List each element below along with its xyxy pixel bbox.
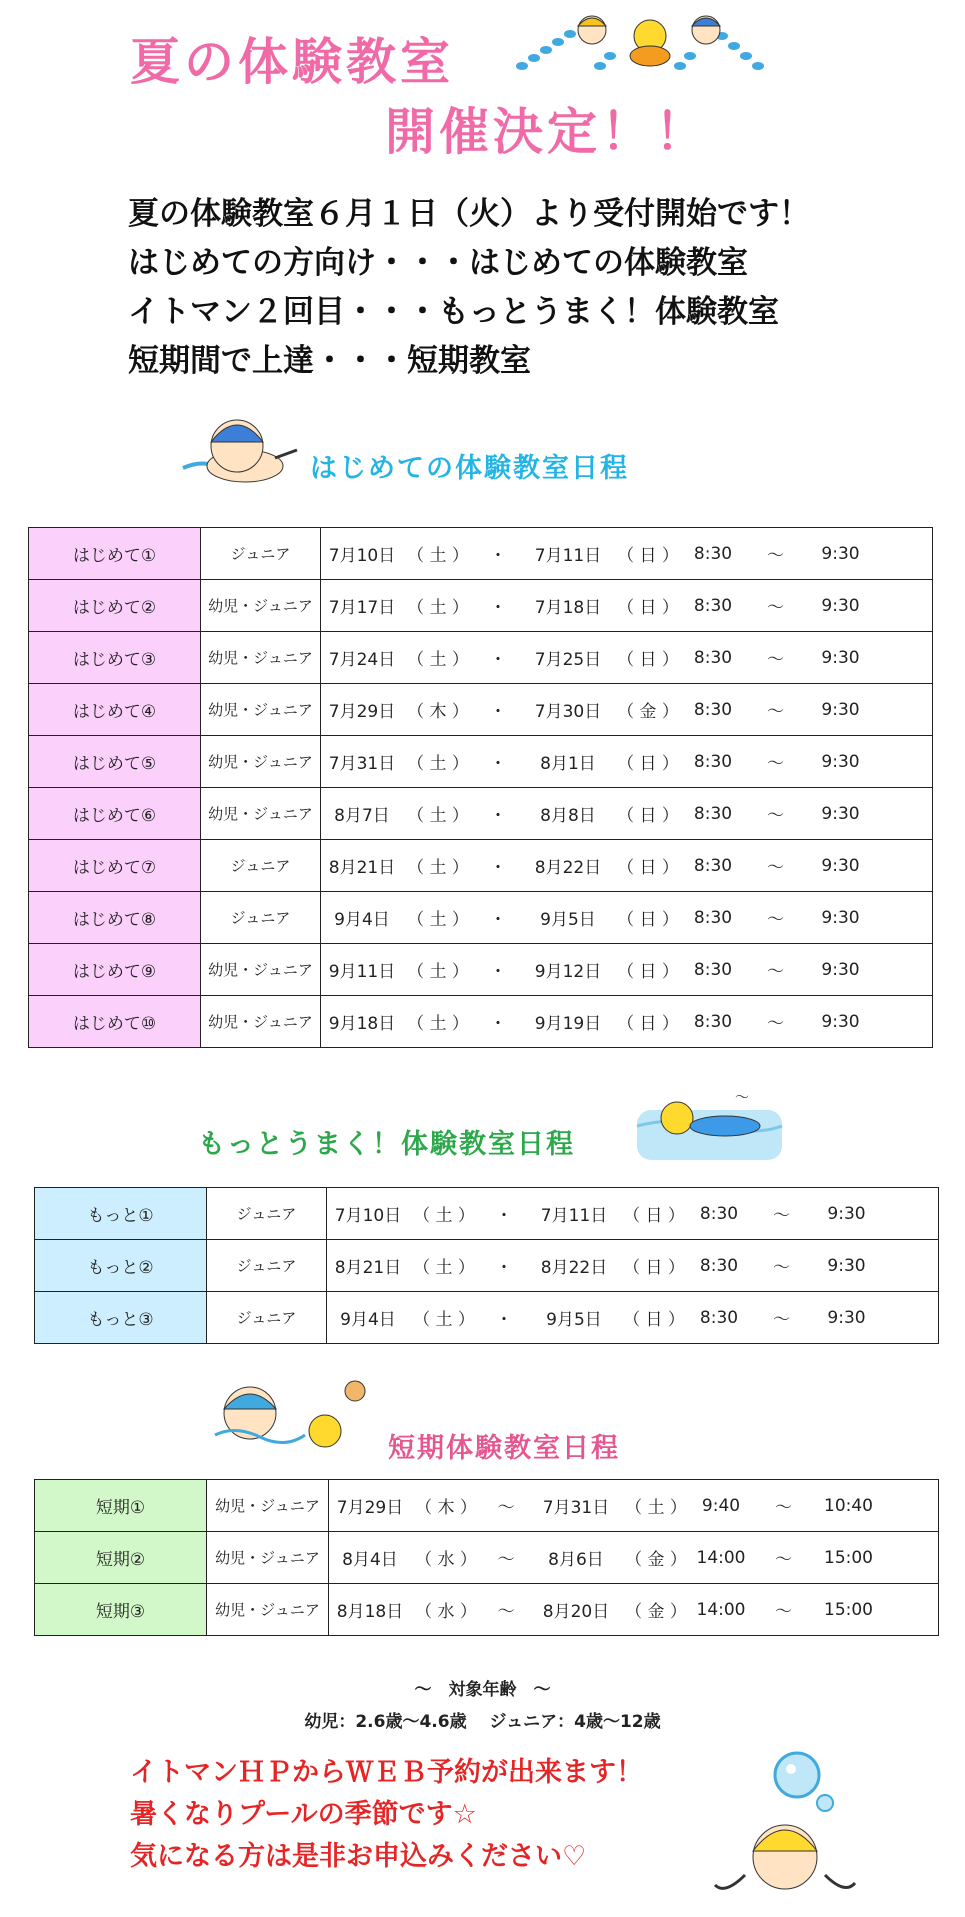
end-weekday: （ 日 ） [617,650,679,670]
start-date: 7月17日 [328,598,396,618]
target-group: ジュニア [201,528,321,580]
section-heading-motto: もっとうまく！体験教室日程 [198,1129,575,1160]
class-label: はじめて⑤ [29,736,201,788]
time-tilde: 〜 [767,546,784,566]
date-separator: ・ [489,858,507,878]
end-weekday: （ 日 ） [617,858,679,878]
start-time: 8:30 [693,959,733,980]
end-weekday: （ 金 ） [625,1550,687,1570]
time-tilde: 〜 [773,1206,790,1226]
end-time: 9:30 [821,595,860,616]
date-separator: ・ [489,702,507,722]
end-weekday: （ 日 ） [617,910,679,930]
end-weekday: （ 日 ） [623,1206,685,1226]
end-time: 10:40 [824,1495,873,1516]
class-label: はじめて⑩ [29,996,201,1048]
end-date: 8月20日 [542,1602,610,1622]
closing-line: 暑くなりプールの季節です☆ [130,1799,477,1830]
end-date: 9月12日 [534,962,602,982]
start-weekday: （ 土 ） [407,1014,469,1034]
target-group: 幼児・ジュニア [201,996,321,1048]
date-time-cell [321,892,933,944]
class-label: もっと① [35,1188,207,1240]
date-time-cell [327,1292,939,1344]
end-weekday: （ 金 ） [617,702,679,722]
end-date: 7月31日 [542,1498,610,1518]
date-separator: ・ [489,1014,507,1034]
time-tilde: 〜 [767,858,784,878]
start-time: 8:30 [693,647,733,668]
motto-schedule-table [34,1187,939,1344]
time-tilde: 〜 [773,1310,790,1330]
date-time-cell [321,580,933,632]
start-weekday: （ 木 ） [415,1498,477,1518]
class-label: はじめて④ [29,684,201,736]
date-time-cell [321,840,933,892]
boy-swimmer-illustration [175,408,300,498]
target-group: ジュニア [207,1240,327,1292]
time-tilde: 〜 [775,1498,792,1518]
kids-duck-illustration [205,1375,380,1455]
start-weekday: （ 木 ） [407,702,469,722]
page-subtitle: 開催決定！！ [385,103,709,161]
end-time: 9:30 [821,959,860,980]
start-weekday: （ 土 ） [407,650,469,670]
end-weekday: （ 日 ） [617,754,679,774]
intro-line: イトマン２回目・・・もっとうまく！体験教室 [128,294,779,330]
class-label: 短期① [35,1480,207,1532]
end-time: 9:30 [827,1307,866,1328]
date-time-cell [327,1188,939,1240]
class-label: はじめて⑧ [29,892,201,944]
date-time-cell [321,736,933,788]
end-time: 9:30 [827,1255,866,1276]
target-group: ジュニア [207,1188,327,1240]
target-group: ジュニア [201,892,321,944]
target-group: 幼児・ジュニア [201,684,321,736]
date-separator: 〜 [497,1602,515,1622]
section-heading-tanki: 短期体験教室日程 [388,1433,620,1464]
date-separator: ・ [489,910,507,930]
start-weekday: （ 土 ） [407,806,469,826]
start-date: 9月4日 [334,910,390,930]
date-separator: 〜 [497,1550,515,1570]
end-time: 9:30 [821,751,860,772]
start-date: 8月4日 [342,1550,398,1570]
date-time-cell [329,1532,939,1584]
target-group: 幼児・ジュニア [201,632,321,684]
age-detail: 幼児：2.6歳〜4.6歳 ジュニア：4歳〜12歳 [304,1712,661,1732]
class-label: はじめて② [29,580,201,632]
date-time-cell [321,944,933,996]
start-time: 8:30 [699,1203,739,1224]
start-time: 8:30 [693,907,733,928]
start-time: 8:30 [699,1307,739,1328]
intro-line: 短期間で上達・・・短期教室 [128,343,531,379]
end-time: 9:30 [821,907,860,928]
schedule-row [29,788,933,840]
date-separator: ・ [489,754,507,774]
end-date: 9月5日 [546,1310,602,1330]
time-tilde: 〜 [767,702,784,722]
end-time: 9:30 [821,543,860,564]
schedule-row [29,840,933,892]
schedule-row [29,684,933,736]
date-time-cell [321,996,933,1048]
end-date: 7月18日 [534,598,602,618]
start-time: 8:30 [693,855,733,876]
end-date: 7月30日 [534,702,602,722]
end-date: 8月22日 [540,1258,608,1278]
time-tilde: 〜 [767,962,784,982]
schedule-row [35,1292,939,1344]
schedule-row [29,580,933,632]
start-weekday: （ 土 ） [413,1310,475,1330]
time-tilde: 〜 [775,1550,792,1570]
target-group: 幼児・ジュニア [207,1584,329,1636]
date-separator: ・ [495,1206,513,1226]
start-time: 8:30 [693,1011,733,1032]
closing-message [130,1752,643,1878]
start-time: 8:30 [693,751,733,772]
end-weekday: （ 日 ） [617,546,679,566]
target-group: ジュニア [207,1292,327,1344]
start-date: 8月7日 [334,806,390,826]
page-title: 夏の体験教室 [130,33,454,91]
start-weekday: （ 水 ） [415,1550,477,1570]
start-time: 8:30 [693,595,733,616]
end-weekday: （ 土 ） [625,1498,687,1518]
intro-line: はじめての方向け・・・はじめての体験教室 [128,245,748,281]
start-weekday: （ 土 ） [407,962,469,982]
start-weekday: （ 土 ） [407,546,469,566]
start-date: 7月29日 [336,1498,404,1518]
girl-swimmer-illustration [705,1745,865,1905]
start-date: 8月21日 [328,858,396,878]
time-tilde: 〜 [773,1258,790,1278]
time-tilde: 〜 [767,806,784,826]
end-date: 7月25日 [534,650,602,670]
date-separator: ・ [489,650,507,670]
target-group: ジュニア [201,840,321,892]
start-date: 7月29日 [328,702,396,722]
target-group: 幼児・ジュニア [207,1532,329,1584]
class-label: はじめて③ [29,632,201,684]
class-label: はじめて① [29,528,201,580]
start-weekday: （ 土 ） [407,598,469,618]
end-date: 8月1日 [540,754,596,774]
end-time: 9:30 [821,647,860,668]
end-date: 9月5日 [540,910,596,930]
end-date: 8月8日 [540,806,596,826]
class-label: もっと② [35,1240,207,1292]
schedule-row [29,528,933,580]
date-separator: ・ [495,1310,513,1330]
start-date: 7月31日 [328,754,396,774]
end-weekday: （ 日 ） [617,598,679,618]
date-separator: ・ [489,546,507,566]
end-time: 9:30 [827,1203,866,1224]
start-date: 9月18日 [328,1014,396,1034]
class-label: はじめて⑨ [29,944,201,996]
date-separator: ・ [495,1258,513,1278]
end-time: 9:30 [821,855,860,876]
class-label: もっと③ [35,1292,207,1344]
start-time: 8:30 [693,803,733,824]
end-weekday: （ 日 ） [617,962,679,982]
time-tilde: 〜 [767,598,784,618]
date-separator: ・ [489,962,507,982]
schedule-row [29,892,933,944]
end-time: 9:30 [821,699,860,720]
end-weekday: （ 日 ） [617,1014,679,1034]
age-heading: 〜 対象年齢 〜 [414,1680,551,1700]
intro-line: 夏の体験教室６月１日（火）より受付開始です！ [128,196,810,232]
start-weekday: （ 土 ） [413,1206,475,1226]
schedule-row [35,1240,939,1292]
class-label: 短期② [35,1532,207,1584]
time-tilde: 〜 [767,1014,784,1034]
time-tilde: 〜 [767,910,784,930]
start-time: 9:40 [701,1495,741,1516]
date-time-cell [327,1240,939,1292]
start-date: 7月24日 [328,650,396,670]
end-time: 15:00 [824,1599,873,1620]
end-date: 7月11日 [534,546,602,566]
tanki-schedule-table [34,1479,939,1636]
target-group: 幼児・ジュニア [201,736,321,788]
time-tilde: 〜 [775,1602,792,1622]
end-date: 7月11日 [540,1206,608,1226]
end-time: 9:30 [821,803,860,824]
date-time-cell [321,788,933,840]
date-time-cell [321,632,933,684]
class-label: 短期③ [35,1584,207,1636]
end-time: 9:30 [821,1011,860,1032]
schedule-row [35,1188,939,1240]
target-group: 幼児・ジュニア [201,944,321,996]
schedule-row [29,736,933,788]
end-date: 8月22日 [534,858,602,878]
date-separator: ・ [489,598,507,618]
end-weekday: （ 日 ） [623,1310,685,1330]
end-weekday: （ 日 ） [617,806,679,826]
schedule-row [29,944,933,996]
start-weekday: （ 土 ） [413,1258,475,1278]
class-label: はじめて⑥ [29,788,201,840]
start-time: 14:00 [696,1547,746,1568]
start-date: 9月4日 [340,1310,396,1330]
target-group: 幼児・ジュニア [201,580,321,632]
start-weekday: （ 土 ） [407,754,469,774]
end-weekday: （ 金 ） [625,1602,687,1622]
section-heading-hajimete: はじめての体験教室日程 [310,453,629,484]
start-date: 8月18日 [336,1602,404,1622]
schedule-row [29,996,933,1048]
schedule-row [35,1584,939,1636]
start-weekday: （ 土 ） [407,910,469,930]
time-tilde: 〜 [767,754,784,774]
date-time-cell [321,684,933,736]
target-group: 幼児・ジュニア [201,788,321,840]
start-date: 8月21日 [334,1258,402,1278]
target-group: 幼児・ジュニア [207,1480,329,1532]
date-separator: ・ [489,806,507,826]
end-date: 8月6日 [548,1550,604,1570]
end-date: 9月19日 [534,1014,602,1034]
start-date: 7月10日 [328,546,396,566]
intro-text [128,190,810,386]
closing-line: 気になる方は是非お申込みください♡ [130,1841,587,1872]
date-time-cell [321,528,933,580]
date-time-cell [329,1584,939,1636]
start-time: 8:30 [693,543,733,564]
start-time: 8:30 [699,1255,739,1276]
schedule-row [35,1532,939,1584]
schedule-row [29,632,933,684]
closing-line: イトマンＨＰからＷＥＢ予約が出来ます！ [130,1757,643,1788]
hajimete-schedule-table [28,527,933,1048]
kid-swimming-pool-illustration [635,1088,785,1163]
time-tilde: 〜 [767,650,784,670]
date-time-cell [329,1480,939,1532]
start-time: 8:30 [693,699,733,720]
swimmers-illustration [510,4,770,79]
svg-text:〜: 〜 [735,1090,749,1106]
end-time: 15:00 [824,1547,873,1568]
end-weekday: （ 日 ） [623,1258,685,1278]
start-weekday: （ 水 ） [415,1602,477,1622]
start-time: 14:00 [696,1599,746,1620]
date-separator: 〜 [497,1498,515,1518]
start-weekday: （ 土 ） [407,858,469,878]
schedule-row [35,1480,939,1532]
class-label: はじめて⑦ [29,840,201,892]
start-date: 7月10日 [334,1206,402,1226]
start-date: 9月11日 [328,962,396,982]
